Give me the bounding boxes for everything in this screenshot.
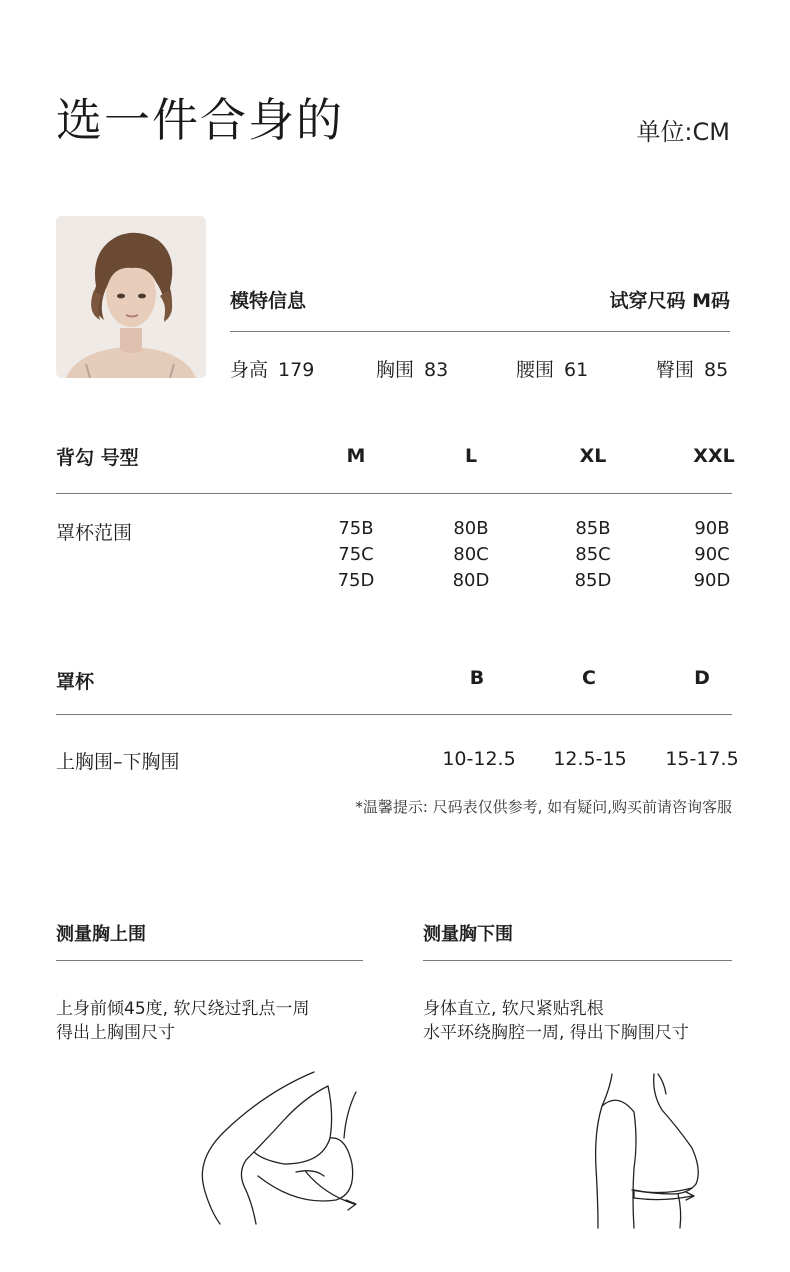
cup-range-xl: 85B 85C 85D — [574, 518, 612, 591]
bust-diff-d: 15-17.5 — [665, 748, 739, 770]
upper-bust-measure-illustration-icon — [196, 1068, 366, 1228]
size-header-xl: XL — [579, 445, 607, 467]
model-stat-waist: 腰围 61 — [516, 359, 589, 381]
bust-diff-row-label: 上胸围–下胸围 — [56, 751, 180, 773]
cup-table-divider — [56, 714, 732, 715]
model-stat-hip: 臀围 85 — [656, 359, 729, 381]
cup-header-c: C — [582, 667, 596, 689]
size-table-divider — [56, 493, 732, 494]
model-stat-bust: 胸围 83 — [376, 359, 449, 381]
cup-header-b: B — [469, 667, 485, 689]
under-bust-instructions: 身体直立, 软尺紧贴乳根 水平环绕胸腔一周, 得出下胸围尺寸 — [423, 999, 689, 1043]
under-bust-measure-illustration-icon — [592, 1072, 712, 1232]
model-info-label: 模特信息 — [230, 290, 307, 312]
upper-bust-divider — [56, 960, 363, 961]
cup-range-row-label: 罩杯范围 — [56, 522, 133, 544]
unit-label: 单位:CM — [636, 118, 730, 146]
cup-header-d: D — [694, 667, 710, 689]
model-portrait-icon — [56, 216, 206, 378]
bust-diff-b: 10-12.5 — [442, 748, 516, 770]
under-bust-divider — [423, 960, 732, 961]
size-header-xxl: XXL — [693, 445, 735, 467]
size-note: *温馨提示: 尺码表仅供参考, 如有疑问,购买前请咨询客服 — [355, 798, 732, 816]
bust-diff-c: 12.5-15 — [553, 748, 627, 770]
size-header-m: M — [346, 445, 366, 467]
trial-size-label: 试穿尺码 M码 — [609, 290, 730, 312]
size-header-l: L — [464, 445, 478, 467]
page-title: 选一件合身的 — [56, 93, 344, 147]
cup-range-l: 80B 80C 80D — [452, 518, 490, 591]
under-bust-title: 测量胸下围 — [423, 924, 513, 945]
upper-bust-title: 测量胸上围 — [56, 924, 146, 945]
model-photo — [56, 216, 206, 378]
model-stat-height: 身高 179 — [230, 359, 315, 381]
cup-range-xxl: 90B 90C 90D — [693, 518, 731, 591]
size-table-header-label: 背勾 号型 — [56, 447, 139, 469]
upper-bust-instructions: 上身前倾45度, 软尺绕过乳点一周 得出上胸围尺寸 — [56, 999, 310, 1043]
cup-range-m: 75B 75C 75D — [337, 518, 375, 591]
model-divider — [230, 331, 730, 332]
cup-table-header-label: 罩杯 — [56, 671, 95, 693]
